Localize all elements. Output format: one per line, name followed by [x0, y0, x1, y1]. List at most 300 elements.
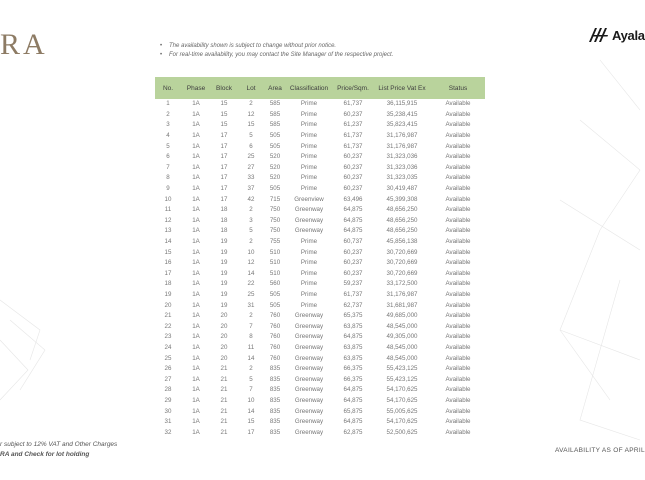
table-cell: 505	[269, 132, 281, 140]
table-cell: 6	[166, 153, 170, 161]
table-cell: 31,176,987	[386, 290, 418, 298]
table-cell: 14	[164, 238, 172, 246]
table-cell: Available	[445, 269, 471, 277]
table-row	[155, 406, 485, 417]
table-cell: 1A	[192, 290, 200, 298]
table-cell: Available	[445, 322, 471, 330]
table-cell: 10	[247, 248, 255, 256]
table-cell: 20	[220, 354, 228, 362]
table-cell: 55,423,125	[386, 375, 418, 383]
table-row	[155, 205, 485, 216]
table-row	[155, 343, 485, 354]
table-cell: Available	[445, 418, 471, 426]
table-cell: 17	[220, 185, 228, 193]
table-cell: 835	[269, 418, 281, 426]
table-row	[155, 311, 485, 322]
table-cell: 20	[220, 312, 228, 320]
table-cell: Prime	[300, 163, 318, 171]
table-cell: 35,823,415	[386, 121, 418, 129]
table-cell: Available	[445, 174, 471, 182]
table-cell: 60,237	[343, 269, 363, 277]
table-cell: Greenway	[294, 396, 324, 404]
table-row	[155, 385, 485, 396]
table-cell: 11	[164, 206, 172, 214]
table-cell: 48,545,000	[386, 322, 418, 330]
table-cell: 1A	[192, 227, 200, 235]
table-cell: Available	[445, 110, 471, 118]
table-cell: 21	[164, 312, 172, 320]
table-cell: 1A	[192, 259, 200, 267]
table-cell: 18	[220, 206, 228, 214]
table-cell: 560	[269, 280, 281, 288]
table-cell: 19	[220, 269, 228, 277]
table-cell: 55,005,625	[386, 407, 418, 415]
table-cell: Available	[445, 407, 471, 415]
table-cell: 66,375	[343, 365, 363, 373]
table-cell: 7	[166, 163, 170, 171]
table-cell: 585	[269, 110, 281, 118]
table-cell: 15	[247, 121, 255, 129]
table-cell: 760	[269, 322, 281, 330]
table-cell: Available	[445, 206, 471, 214]
table-cell: 49,685,000	[386, 312, 418, 320]
table-cell: Greenway	[294, 418, 324, 426]
table-cell: 30,720,669	[386, 269, 418, 277]
table-cell: 21	[220, 365, 228, 373]
table-row	[155, 194, 485, 205]
table-cell: Greenway	[294, 216, 324, 224]
table-cell: 17	[220, 142, 228, 150]
table-cell: 60,237	[343, 110, 363, 118]
table-cell: 63,875	[343, 354, 363, 362]
table-cell: 31,323,036	[386, 163, 418, 171]
table-cell: 1A	[192, 174, 200, 182]
table-cell: 20	[220, 343, 228, 351]
table-cell: 18	[220, 216, 228, 224]
table-cell: 510	[269, 259, 281, 267]
table-cell: 1A	[192, 375, 200, 383]
table-cell: 2	[249, 206, 253, 214]
table-cell: 17	[220, 132, 228, 140]
table-cell: 18	[220, 227, 228, 235]
table-cell: Prime	[300, 185, 318, 193]
table-cell: 1A	[192, 280, 200, 288]
table-cell: Prime	[300, 132, 318, 140]
table-cell: 1A	[192, 354, 200, 362]
table-cell: Prime	[300, 259, 318, 267]
table-cell: Available	[445, 375, 471, 383]
table-cell: 760	[269, 343, 281, 351]
table-cell: 64,875	[343, 216, 363, 224]
column-header: Lot	[237, 77, 265, 99]
table-cell: 55,423,125	[386, 365, 418, 373]
table-cell: 835	[269, 365, 281, 373]
table-cell: 64,875	[343, 396, 363, 404]
table-cell: 20	[220, 322, 228, 330]
table-cell: 1A	[192, 206, 200, 214]
table-cell: 60,237	[343, 259, 363, 267]
table-cell: 1A	[192, 216, 200, 224]
table-cell: 54,170,625	[386, 396, 418, 404]
table-cell: 25	[247, 153, 255, 161]
table-cell: 505	[269, 142, 281, 150]
table-cell: 61,737	[343, 132, 363, 140]
table-cell: 27	[164, 375, 172, 383]
ayala-brand	[588, 27, 645, 43]
table-cell: 28	[164, 386, 172, 394]
table-cell: 31,176,987	[386, 132, 418, 140]
table-cell: 45,399,308	[386, 195, 418, 203]
table-cell: 760	[269, 354, 281, 362]
column-header: List Price Vat Ex	[373, 77, 431, 99]
table-cell: Available	[445, 100, 471, 108]
table-cell: Available	[445, 386, 471, 394]
table-row	[155, 99, 485, 110]
table-cell: 5	[249, 227, 253, 235]
table-cell: 15	[220, 121, 228, 129]
column-header: Status	[431, 77, 485, 99]
table-cell: 17	[220, 163, 228, 171]
table-cell: 17	[164, 269, 172, 277]
table-cell: 15	[220, 110, 228, 118]
table-cell: 1	[166, 100, 170, 108]
project-logo-fragment: RA	[0, 28, 48, 61]
table-cell: 48,656,250	[386, 227, 418, 235]
table-cell: 11	[247, 343, 255, 351]
column-header: Area	[265, 77, 285, 99]
table-cell: Available	[445, 216, 471, 224]
table-cell: 37	[247, 185, 255, 193]
table-cell: 22	[247, 280, 255, 288]
table-cell: 30	[164, 407, 172, 415]
table-cell: Prime	[300, 238, 318, 246]
table-cell: 25	[247, 290, 255, 298]
table-row	[155, 374, 485, 385]
table-cell: Available	[445, 121, 471, 129]
table-cell: 60,237	[343, 248, 363, 256]
table-cell: 24	[164, 343, 172, 351]
table-cell: Available	[445, 280, 471, 288]
table-cell: 31,323,036	[386, 153, 418, 161]
table-cell: 60,737	[343, 238, 363, 246]
table-cell: 1A	[192, 163, 200, 171]
column-header: Block	[211, 77, 237, 99]
table-cell: 1A	[192, 312, 200, 320]
table-row	[155, 152, 485, 163]
table-cell: 48,656,250	[386, 206, 418, 214]
table-cell: 585	[269, 100, 281, 108]
table-cell: Greenway	[294, 333, 324, 341]
table-cell: 54,170,625	[386, 418, 418, 426]
table-cell: 5	[249, 132, 253, 140]
table-cell: Available	[445, 259, 471, 267]
table-cell: 4	[166, 132, 170, 140]
brand-name: Ayala	[612, 27, 645, 43]
table-cell: 1A	[192, 322, 200, 330]
table-cell: Prime	[300, 280, 318, 288]
table-cell: 5	[249, 375, 253, 383]
table-cell: Greenway	[294, 343, 324, 351]
table-cell: Greenway	[294, 312, 324, 320]
table-cell: 48,545,000	[386, 354, 418, 362]
table-row	[155, 269, 485, 280]
table-cell: 61,237	[343, 121, 363, 129]
note-item: • The availability shown is subject to change without prior notice.	[160, 42, 393, 51]
table-cell: 19	[220, 248, 228, 256]
table-cell: 1A	[192, 110, 200, 118]
table-cell: 61,737	[343, 100, 363, 108]
table-cell: 10	[164, 195, 172, 203]
table-cell: 3	[249, 216, 253, 224]
table-cell: 16	[164, 259, 172, 267]
table-cell: 715	[269, 195, 281, 203]
table-cell: 12	[247, 259, 255, 267]
table-cell: 42	[247, 195, 255, 203]
table-cell: 1A	[192, 428, 200, 436]
table-cell: 31	[164, 418, 172, 426]
table-cell: Available	[445, 195, 471, 203]
table-cell: 10	[247, 396, 255, 404]
table-cell: 1A	[192, 121, 200, 129]
table-cell: 61,737	[343, 142, 363, 150]
table-cell: Greenway	[294, 365, 324, 373]
column-header: Phase	[181, 77, 211, 99]
footnote-line: r subject to 12% VAT and Other Charges	[0, 441, 118, 448]
table-row	[155, 141, 485, 152]
table-cell: 1A	[192, 301, 200, 309]
table-cell: 48,545,000	[386, 343, 418, 351]
table-cell: Greenway	[294, 386, 324, 394]
table-cell: 1A	[192, 195, 200, 203]
table-cell: Greenway	[294, 375, 324, 383]
table-cell: 62,875	[343, 428, 363, 436]
table-cell: 1A	[192, 142, 200, 150]
table-cell: Prime	[300, 100, 318, 108]
table-cell: 520	[269, 153, 281, 161]
table-cell: Prime	[300, 142, 318, 150]
table-cell: 64,875	[343, 418, 363, 426]
table-cell: 65,375	[343, 312, 363, 320]
table-cell: 59,237	[343, 280, 363, 288]
pricing-footnote	[0, 440, 117, 460]
table-cell: 520	[269, 163, 281, 171]
table-row	[155, 110, 485, 121]
table-cell: 505	[269, 290, 281, 298]
table-cell: 64,875	[343, 227, 363, 235]
table-cell: 5	[166, 142, 170, 150]
table-cell: 3	[166, 121, 170, 129]
table-cell: Available	[445, 238, 471, 246]
table-cell: 63,875	[343, 322, 363, 330]
table-cell: Available	[445, 248, 471, 256]
table-cell: Prime	[300, 301, 318, 309]
table-row	[155, 300, 485, 311]
table-cell: 750	[269, 227, 281, 235]
table-cell: 30,720,669	[386, 259, 418, 267]
table-cell: 64,875	[343, 333, 363, 341]
table-cell: Available	[445, 428, 471, 436]
table-cell: Prime	[300, 269, 318, 277]
table-cell: 15	[164, 248, 172, 256]
column-header: Price/Sqm.	[333, 77, 373, 99]
table-cell: 19	[220, 259, 228, 267]
table-cell: Greenview	[294, 195, 324, 203]
table-cell: Greenway	[294, 206, 324, 214]
table-cell: 22	[164, 322, 172, 330]
table-cell: Available	[445, 163, 471, 171]
table-cell: Available	[445, 142, 471, 150]
table-cell: 19	[220, 280, 228, 288]
table-cell: 12	[164, 216, 172, 224]
table-header-row	[155, 77, 485, 99]
table-cell: Available	[445, 227, 471, 235]
table-cell: 15	[247, 418, 255, 426]
table-row	[155, 173, 485, 184]
table-cell: Prime	[300, 248, 318, 256]
table-cell: 32	[164, 428, 172, 436]
table-cell: Available	[445, 132, 471, 140]
note-item: • For real-time availability, you may contact the Site Manager of the respective project.	[160, 51, 393, 60]
table-cell: 60,237	[343, 185, 363, 193]
table-cell: 7	[249, 322, 253, 330]
table-cell: 64,875	[343, 386, 363, 394]
table-row	[155, 258, 485, 269]
table-cell: 1A	[192, 248, 200, 256]
table-cell: 60,237	[343, 163, 363, 171]
table-cell: 750	[269, 206, 281, 214]
table-cell: 1A	[192, 238, 200, 246]
table-cell: 18	[164, 280, 172, 288]
table-cell: 45,856,138	[386, 238, 418, 246]
table-cell: 19	[164, 290, 172, 298]
table-cell: 60,237	[343, 174, 363, 182]
table-cell: 31,323,035	[386, 174, 418, 182]
table-cell: 33	[247, 174, 255, 182]
table-row	[155, 216, 485, 227]
table-cell: 2	[249, 238, 253, 246]
table-cell: Available	[445, 153, 471, 161]
table-row	[155, 279, 485, 290]
table-row	[155, 353, 485, 364]
table-cell: Available	[445, 354, 471, 362]
table-cell: 1A	[192, 343, 200, 351]
table-cell: 1A	[192, 153, 200, 161]
table-cell: 835	[269, 386, 281, 394]
table-cell: 17	[220, 153, 228, 161]
table-row	[155, 237, 485, 248]
table-cell: 17	[220, 174, 228, 182]
footnote-line: RA and Check for lot holding	[0, 451, 90, 458]
table-body	[155, 99, 485, 438]
table-row	[155, 332, 485, 343]
table-cell: Greenway	[294, 407, 324, 415]
table-cell: 63,875	[343, 343, 363, 351]
table-cell: 36,115,915	[386, 100, 418, 108]
availability-notes	[160, 42, 393, 60]
table-cell: 1A	[192, 407, 200, 415]
table-cell: 25	[164, 354, 172, 362]
table-cell: Prime	[300, 121, 318, 129]
table-cell: 63,496	[343, 195, 363, 203]
table-cell: 2	[249, 312, 253, 320]
column-header: No.	[155, 77, 181, 99]
table-cell: 30,419,487	[386, 185, 418, 193]
table-cell: 19	[220, 301, 228, 309]
table-cell: 835	[269, 428, 281, 436]
table-cell: 835	[269, 375, 281, 383]
table-cell: 21	[220, 418, 228, 426]
table-cell: 48,656,250	[386, 216, 418, 224]
table-cell: 19	[220, 238, 228, 246]
table-cell: 8	[249, 333, 253, 341]
table-cell: 510	[269, 269, 281, 277]
table-row	[155, 163, 485, 174]
table-cell: 505	[269, 185, 281, 193]
table-cell: 1A	[192, 396, 200, 404]
ayala-logo-icon	[588, 27, 610, 43]
table-cell: 6	[249, 142, 253, 150]
table-cell: 1A	[192, 132, 200, 140]
table-cell: 1A	[192, 100, 200, 108]
table-cell: 33,172,500	[386, 280, 418, 288]
table-cell: 1A	[192, 185, 200, 193]
table-cell: 49,305,000	[386, 333, 418, 341]
table-cell: Greenway	[294, 227, 324, 235]
table-cell: 2	[249, 365, 253, 373]
table-cell: 35,238,415	[386, 110, 418, 118]
table-cell: 20	[164, 301, 172, 309]
table-cell: 31,176,987	[386, 142, 418, 150]
table-cell: 21	[220, 428, 228, 436]
table-cell: 62,737	[343, 301, 363, 309]
table-cell: 61,737	[343, 290, 363, 298]
table-cell: 835	[269, 396, 281, 404]
table-cell: Available	[445, 365, 471, 373]
table-cell: 14	[247, 354, 255, 362]
table-cell: 2	[249, 100, 253, 108]
table-cell: 1A	[192, 333, 200, 341]
table-cell: Available	[445, 343, 471, 351]
table-cell: 750	[269, 216, 281, 224]
table-cell: 510	[269, 248, 281, 256]
table-cell: 14	[247, 407, 255, 415]
table-cell: 52,500,625	[386, 428, 418, 436]
table-cell: 8	[166, 174, 170, 182]
table-cell: 9	[166, 185, 170, 193]
table-cell: 29	[164, 396, 172, 404]
table-cell: 2	[166, 110, 170, 118]
availability-date: AVAILABILITY AS OF APRIL	[555, 447, 645, 454]
table-cell: Available	[445, 301, 471, 309]
table-row	[155, 290, 485, 301]
table-cell: 31	[247, 301, 255, 309]
table-cell: 7	[249, 386, 253, 394]
table-cell: 23	[164, 333, 172, 341]
table-cell: 13	[164, 227, 172, 235]
table-cell: 835	[269, 407, 281, 415]
table-cell: 19	[220, 290, 228, 298]
table-cell: 31,681,987	[386, 301, 418, 309]
table-cell: Available	[445, 396, 471, 404]
table-cell: 65,875	[343, 407, 363, 415]
table-cell: Greenway	[294, 322, 324, 330]
availability-table	[155, 77, 485, 438]
table-row	[155, 247, 485, 258]
table-cell: Prime	[300, 290, 318, 298]
table-cell: Available	[445, 333, 471, 341]
table-row	[155, 417, 485, 428]
table-cell: 520	[269, 174, 281, 182]
